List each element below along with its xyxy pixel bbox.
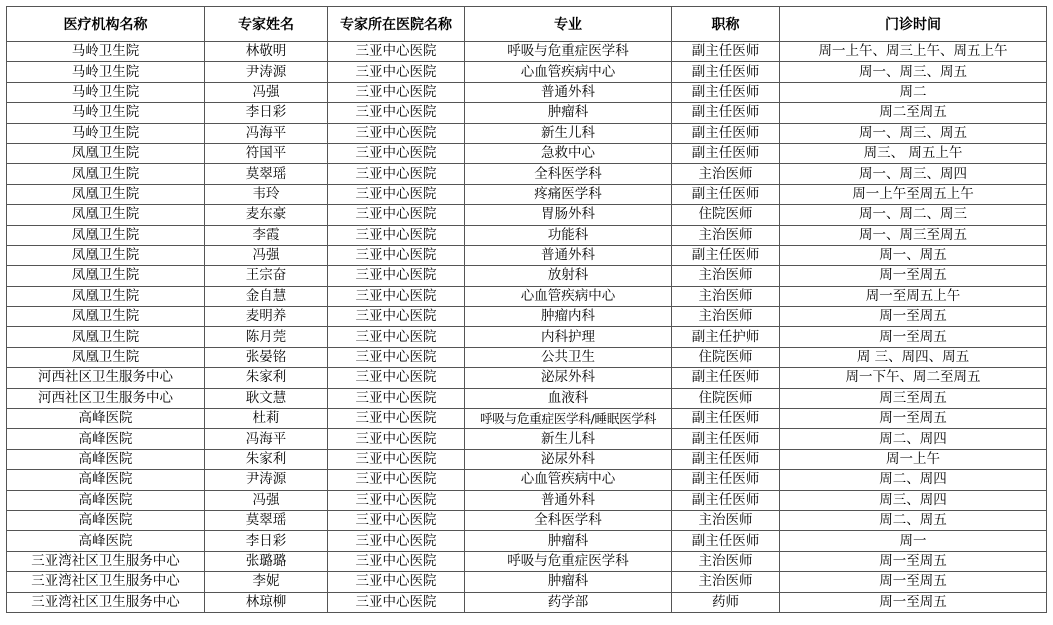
institution-cell: 凤凰卫生院 (7, 225, 205, 245)
title-cell: 主治医师 (672, 266, 780, 286)
institution-cell: 马岭卫生院 (7, 103, 205, 123)
table-row (7, 409, 1047, 429)
specialty-cell: 放射科 (465, 266, 672, 286)
hospital-cell: 三亚中心医院 (328, 82, 465, 102)
clinic-time-cell: 周一 (780, 531, 1047, 551)
expert-name-cell: 李日彩 (205, 531, 328, 551)
clinic-time-cell: 周三、 周五上午 (780, 143, 1047, 163)
expert-name-cell: 莫翠瑶 (205, 510, 328, 530)
table-row (7, 592, 1047, 612)
institution-cell: 河西社区卫生服务中心 (7, 368, 205, 388)
clinic-time-cell: 周一、周三、周五 (780, 62, 1047, 82)
hospital-cell: 三亚中心医院 (328, 347, 465, 367)
table-row (7, 82, 1047, 102)
specialty-cell: 泌尿外科 (465, 449, 672, 469)
table-row (7, 531, 1047, 551)
expert-name-cell: 林敬明 (205, 42, 328, 62)
specialty-cell: 肿瘤科 (465, 572, 672, 592)
table-row (7, 490, 1047, 510)
spreadsheet (6, 6, 1046, 613)
clinic-time-cell: 周 三、周四、周五 (780, 347, 1047, 367)
institution-cell: 凤凰卫生院 (7, 205, 205, 225)
specialty-cell: 新生儿科 (465, 123, 672, 143)
institution-cell: 凤凰卫生院 (7, 347, 205, 367)
table-row (7, 551, 1047, 571)
institution-cell: 高峰医院 (7, 490, 205, 510)
header-expert-name: 专家姓名 (205, 7, 328, 42)
specialty-cell: 胃肠外科 (465, 205, 672, 225)
title-cell: 主治医师 (672, 307, 780, 327)
expert-name-cell: 尹涛源 (205, 470, 328, 490)
clinic-time-cell: 周一至周五 (780, 307, 1047, 327)
table-row (7, 225, 1047, 245)
institution-cell: 凤凰卫生院 (7, 184, 205, 204)
institution-cell: 三亚湾社区卫生服务中心 (7, 551, 205, 571)
title-cell: 副主任医师 (672, 490, 780, 510)
table-row (7, 184, 1047, 204)
institution-cell: 马岭卫生院 (7, 123, 205, 143)
title-cell: 主治医师 (672, 510, 780, 530)
clinic-time-cell: 周一、周三、周五 (780, 123, 1047, 143)
hospital-cell: 三亚中心医院 (328, 470, 465, 490)
hospital-cell: 三亚中心医院 (328, 307, 465, 327)
institution-cell: 高峰医院 (7, 449, 205, 469)
specialty-cell: 普通外科 (465, 245, 672, 265)
clinic-time-cell: 周二 (780, 82, 1047, 102)
title-cell: 副主任医师 (672, 62, 780, 82)
specialty-cell: 公共卫生 (465, 347, 672, 367)
institution-cell: 凤凰卫生院 (7, 266, 205, 286)
title-cell: 副主任医师 (672, 449, 780, 469)
title-cell: 副主任医师 (672, 103, 780, 123)
table-header (7, 7, 1047, 42)
specialty-cell: 血液科 (465, 388, 672, 408)
expert-name-cell: 冯强 (205, 82, 328, 102)
table-row (7, 449, 1047, 469)
title-cell: 住院医师 (672, 205, 780, 225)
specialty-cell: 心血管疾病中心 (465, 286, 672, 306)
table-row (7, 510, 1047, 530)
hospital-cell: 三亚中心医院 (328, 592, 465, 612)
hospital-cell: 三亚中心医院 (328, 266, 465, 286)
specialty-cell: 内科护理 (465, 327, 672, 347)
title-cell: 副主任医师 (672, 368, 780, 388)
title-cell: 住院医师 (672, 388, 780, 408)
specialty-cell: 功能科 (465, 225, 672, 245)
hospital-cell: 三亚中心医院 (328, 164, 465, 184)
specialty-cell: 呼吸与危重症医学科 (465, 551, 672, 571)
clinic-time-cell: 周一上午 (780, 449, 1047, 469)
specialty-cell: 药学部 (465, 592, 672, 612)
table-row (7, 245, 1047, 265)
hospital-cell: 三亚中心医院 (328, 429, 465, 449)
expert-name-cell: 冯强 (205, 490, 328, 510)
hospital-cell: 三亚中心医院 (328, 368, 465, 388)
hospital-cell: 三亚中心医院 (328, 205, 465, 225)
table-row (7, 42, 1047, 62)
title-cell: 住院医师 (672, 347, 780, 367)
hospital-cell: 三亚中心医院 (328, 103, 465, 123)
title-cell: 副主任医师 (672, 184, 780, 204)
institution-cell: 马岭卫生院 (7, 82, 205, 102)
title-cell: 主治医师 (672, 572, 780, 592)
clinic-time-cell: 周一至周五 (780, 327, 1047, 347)
institution-cell: 高峰医院 (7, 510, 205, 530)
institution-cell: 凤凰卫生院 (7, 307, 205, 327)
clinic-time-cell: 周二、周四 (780, 470, 1047, 490)
title-cell: 副主任医师 (672, 82, 780, 102)
hospital-cell: 三亚中心医院 (328, 409, 465, 429)
specialty-cell: 全科医学科 (465, 164, 672, 184)
clinic-time-cell: 周一上午至周五上午 (780, 184, 1047, 204)
table-row (7, 347, 1047, 367)
expert-name-cell: 金自慧 (205, 286, 328, 306)
expert-name-cell: 王宗奋 (205, 266, 328, 286)
institution-cell: 凤凰卫生院 (7, 143, 205, 163)
hospital-cell: 三亚中心医院 (328, 572, 465, 592)
hospital-cell: 三亚中心医院 (328, 551, 465, 571)
specialty-cell: 呼吸与危重症医学科/睡眠医学科 (465, 409, 672, 429)
hospital-cell: 三亚中心医院 (328, 531, 465, 551)
expert-name-cell: 林琼柳 (205, 592, 328, 612)
clinic-time-cell: 周二至周五 (780, 103, 1047, 123)
clinic-time-cell: 周一下午、周二至周五 (780, 368, 1047, 388)
expert-name-cell: 李妮 (205, 572, 328, 592)
institution-cell: 三亚湾社区卫生服务中心 (7, 592, 205, 612)
table-row (7, 143, 1047, 163)
expert-name-cell: 耿文慧 (205, 388, 328, 408)
hospital-cell: 三亚中心医院 (328, 490, 465, 510)
title-cell: 主治医师 (672, 225, 780, 245)
hospital-cell: 三亚中心医院 (328, 510, 465, 530)
title-cell: 副主任护师 (672, 327, 780, 347)
institution-cell: 高峰医院 (7, 531, 205, 551)
header-specialty: 专业 (465, 7, 672, 42)
clinic-time-cell: 周三、周四 (780, 490, 1047, 510)
table-row (7, 327, 1047, 347)
expert-name-cell: 李日彩 (205, 103, 328, 123)
header-hospital: 专家所在医院名称 (328, 7, 465, 42)
institution-cell: 凤凰卫生院 (7, 286, 205, 306)
institution-cell: 高峰医院 (7, 470, 205, 490)
hospital-cell: 三亚中心医院 (328, 327, 465, 347)
table-row (7, 429, 1047, 449)
hospital-cell: 三亚中心医院 (328, 245, 465, 265)
specialty-cell: 呼吸与危重症医学科 (465, 42, 672, 62)
table-row (7, 205, 1047, 225)
expert-name-cell: 尹涛源 (205, 62, 328, 82)
clinic-time-cell: 周一、周二、周三 (780, 205, 1047, 225)
title-cell: 副主任医师 (672, 409, 780, 429)
header-title: 职称 (672, 7, 780, 42)
clinic-time-cell: 周一、周五 (780, 245, 1047, 265)
table-row (7, 286, 1047, 306)
hospital-cell: 三亚中心医院 (328, 42, 465, 62)
clinic-schedule-table (6, 6, 1047, 613)
expert-name-cell: 张晏铭 (205, 347, 328, 367)
specialty-cell: 普通外科 (465, 490, 672, 510)
expert-name-cell: 冯海平 (205, 429, 328, 449)
expert-name-cell: 朱家利 (205, 449, 328, 469)
title-cell: 主治医师 (672, 164, 780, 184)
expert-name-cell: 冯海平 (205, 123, 328, 143)
specialty-cell: 心血管疾病中心 (465, 470, 672, 490)
expert-name-cell: 莫翠瑶 (205, 164, 328, 184)
expert-name-cell: 麦明养 (205, 307, 328, 327)
table-row (7, 368, 1047, 388)
header-institution: 医疗机构名称 (7, 7, 205, 42)
table-row (7, 572, 1047, 592)
table-row (7, 470, 1047, 490)
specialty-cell: 肿瘤内科 (465, 307, 672, 327)
specialty-cell: 泌尿外科 (465, 368, 672, 388)
specialty-cell: 肿瘤科 (465, 103, 672, 123)
institution-cell: 凤凰卫生院 (7, 245, 205, 265)
specialty-cell: 心血管疾病中心 (465, 62, 672, 82)
clinic-time-cell: 周一至周五 (780, 551, 1047, 571)
expert-name-cell: 朱家利 (205, 368, 328, 388)
specialty-cell: 普通外科 (465, 82, 672, 102)
clinic-time-cell: 周一至周五 (780, 572, 1047, 592)
title-cell: 药师 (672, 592, 780, 612)
title-cell: 主治医师 (672, 551, 780, 571)
hospital-cell: 三亚中心医院 (328, 123, 465, 143)
table-row (7, 62, 1047, 82)
title-cell: 副主任医师 (672, 42, 780, 62)
title-cell: 主治医师 (672, 286, 780, 306)
clinic-time-cell: 周一至周五 (780, 592, 1047, 612)
clinic-time-cell: 周一至周五 (780, 266, 1047, 286)
institution-cell: 马岭卫生院 (7, 62, 205, 82)
clinic-time-cell: 周一至周五 (780, 409, 1047, 429)
institution-cell: 高峰医院 (7, 409, 205, 429)
hospital-cell: 三亚中心医院 (328, 62, 465, 82)
clinic-time-cell: 周二、周四 (780, 429, 1047, 449)
expert-name-cell: 符国平 (205, 143, 328, 163)
institution-cell: 三亚湾社区卫生服务中心 (7, 572, 205, 592)
specialty-cell: 疼痛医学科 (465, 184, 672, 204)
table-row (7, 103, 1047, 123)
clinic-time-cell: 周一、周三、周四 (780, 164, 1047, 184)
header-row (7, 7, 1047, 42)
clinic-time-cell: 周二、周五 (780, 510, 1047, 530)
table-row (7, 164, 1047, 184)
hospital-cell: 三亚中心医院 (328, 388, 465, 408)
expert-name-cell: 张璐璐 (205, 551, 328, 571)
specialty-cell: 急救中心 (465, 143, 672, 163)
hospital-cell: 三亚中心医院 (328, 449, 465, 469)
clinic-time-cell: 周一至周五上午 (780, 286, 1047, 306)
specialty-cell: 肿瘤科 (465, 531, 672, 551)
table-row (7, 123, 1047, 143)
hospital-cell: 三亚中心医院 (328, 143, 465, 163)
institution-cell: 凤凰卫生院 (7, 164, 205, 184)
table-row (7, 266, 1047, 286)
title-cell: 副主任医师 (672, 470, 780, 490)
header-clinic-time: 门诊时间 (780, 7, 1047, 42)
title-cell: 副主任医师 (672, 429, 780, 449)
hospital-cell: 三亚中心医院 (328, 184, 465, 204)
title-cell: 副主任医师 (672, 123, 780, 143)
hospital-cell: 三亚中心医院 (328, 225, 465, 245)
institution-cell: 凤凰卫生院 (7, 327, 205, 347)
title-cell: 副主任医师 (672, 245, 780, 265)
expert-name-cell: 杜莉 (205, 409, 328, 429)
expert-name-cell: 冯强 (205, 245, 328, 265)
table-row (7, 388, 1047, 408)
expert-name-cell: 陈月莞 (205, 327, 328, 347)
institution-cell: 河西社区卫生服务中心 (7, 388, 205, 408)
title-cell: 副主任医师 (672, 143, 780, 163)
table-row (7, 307, 1047, 327)
hospital-cell: 三亚中心医院 (328, 286, 465, 306)
clinic-time-cell: 周三至周五 (780, 388, 1047, 408)
clinic-time-cell: 周一、周三至周五 (780, 225, 1047, 245)
clinic-time-cell: 周一上午、周三上午、周五上午 (780, 42, 1047, 62)
expert-name-cell: 麦东豪 (205, 205, 328, 225)
institution-cell: 高峰医院 (7, 429, 205, 449)
expert-name-cell: 李霞 (205, 225, 328, 245)
institution-cell: 马岭卫生院 (7, 42, 205, 62)
table-body (7, 42, 1047, 613)
specialty-cell: 新生儿科 (465, 429, 672, 449)
specialty-cell: 全科医学科 (465, 510, 672, 530)
expert-name-cell: 韦玲 (205, 184, 328, 204)
title-cell: 副主任医师 (672, 531, 780, 551)
